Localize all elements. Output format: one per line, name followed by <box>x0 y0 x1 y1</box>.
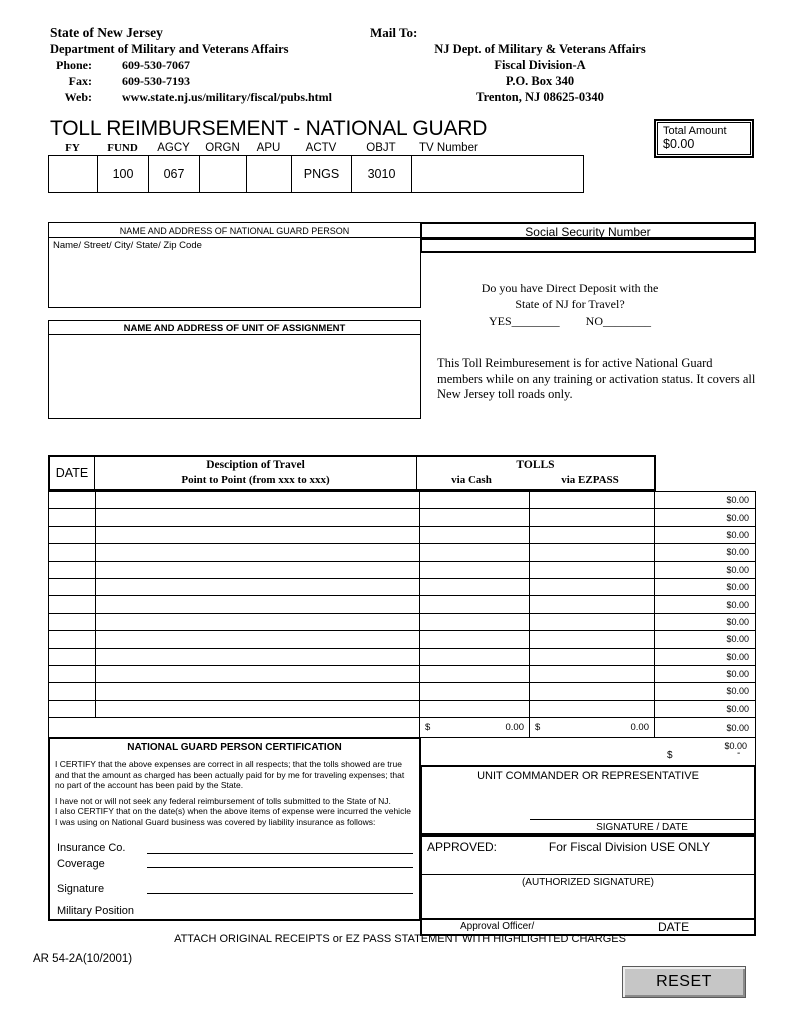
travel-row-description-cell[interactable] <box>96 683 420 700</box>
travel-rows <box>48 491 756 718</box>
travel-row-description-cell[interactable] <box>96 614 420 631</box>
travel-table-header <box>48 455 656 491</box>
unit-address-box[interactable] <box>48 334 421 419</box>
account-cell-orgn[interactable] <box>200 155 247 193</box>
certification-box <box>48 737 421 921</box>
agency-web-row <box>50 90 390 106</box>
total-amount-box <box>654 119 754 158</box>
travel-row <box>49 649 756 666</box>
travel-row <box>49 683 756 700</box>
travel-row-amount: $0.00 <box>655 683 756 700</box>
travel-row-description-cell[interactable] <box>96 649 420 666</box>
travel-row-ezpass-cell[interactable] <box>530 666 655 683</box>
total-amount-value: $0.00 <box>663 137 695 151</box>
account-cell-apu[interactable] <box>247 155 292 193</box>
travel-row-cash-cell[interactable] <box>420 596 530 613</box>
form-number: AR 54-2A(10/2001) <box>33 953 133 965</box>
travel-row-cash-cell[interactable] <box>420 666 530 683</box>
travel-row-description-cell[interactable] <box>96 492 420 509</box>
travel-row <box>49 666 756 683</box>
account-col-label-fy: FY <box>65 142 80 154</box>
military-position-label: Military Position <box>57 905 135 917</box>
account-cell-actv: PNGS <box>292 155 352 193</box>
grand-total-strip <box>420 738 756 765</box>
travel-row-ezpass-cell[interactable] <box>530 631 655 648</box>
travel-row-amount: $0.00 <box>655 649 756 666</box>
travel-row-date-cell[interactable] <box>49 562 96 579</box>
travel-row <box>49 492 756 509</box>
travel-row-cash-cell[interactable] <box>420 614 530 631</box>
travel-row-description-cell[interactable] <box>96 509 420 526</box>
travel-row-amount: $0.00 <box>655 544 756 561</box>
page-title: TOLL REIMBURSEMENT - NATIONAL GUARD <box>50 117 488 140</box>
travel-row-amount: $0.00 <box>655 596 756 613</box>
agency-phone-row <box>50 58 390 74</box>
account-col-label-actv: ACTV <box>305 142 337 154</box>
total-amount-label: Total Amount <box>663 125 727 137</box>
web-value: www.state.nj.us/military/fiscal/pubs.html <box>122 90 333 104</box>
travel-row-amount: $0.00 <box>655 579 756 596</box>
certification-para1: I CERTIFY that the above expenses are correct in all respects; that the tolls showed are true and that the amount as charged has been actually paid for by me for traveling expenses; that no part of the account has been paid by the State. <box>55 759 405 790</box>
notice-text: This Toll Reimburesement is for active National Guard members while on any training or activation status. It covers all New Jersey toll roads only. <box>437 356 756 401</box>
attach-receipts-note: ATTACH ORIGINAL RECEIPTS or EZ PASS STATEMENT WITH HIGHLIGHTED CHARGES <box>174 933 626 945</box>
unit-section-header: NAME AND ADDRESS OF UNIT OF ASSIGNMENT <box>48 320 421 335</box>
grand-total-amount: $0.00 <box>724 741 747 751</box>
travel-row <box>49 596 756 613</box>
subtotal-row <box>48 718 756 738</box>
direct-deposit-question <box>450 281 690 329</box>
via-cash-header: via Cash <box>451 474 492 486</box>
approval-officer-label: Approval Officer/ <box>460 921 535 932</box>
authorized-signature-label: (AUTHORIZED SIGNATURE) <box>521 877 655 888</box>
direct-deposit-no-blank[interactable]: NO________ <box>585 314 651 328</box>
travel-row-amount: $0.00 <box>655 562 756 579</box>
travel-row-cash-cell[interactable] <box>420 579 530 596</box>
subtotal-cash-cell <box>420 718 530 737</box>
travel-row-ezpass-cell[interactable] <box>530 509 655 526</box>
description-column-header <box>95 457 417 489</box>
mail-to-label: Mail To: <box>370 25 418 40</box>
agency-department: Department of Military and Veterans Affairs <box>50 42 289 56</box>
travel-row-ezpass-cell[interactable] <box>530 701 655 718</box>
subtotal-spacer-cell <box>49 718 420 737</box>
travel-row-date-cell[interactable] <box>49 701 96 718</box>
agency-state: State of New Jersey <box>50 25 163 40</box>
subtotal-ezpass-value: 0.00 <box>630 722 649 733</box>
account-col-label-tv-number: TV Number <box>419 142 478 154</box>
account-cell-row <box>48 155 584 193</box>
approval-date-label: DATE <box>658 920 690 934</box>
coverage-input-line[interactable] <box>147 853 413 868</box>
travel-row-cash-cell[interactable] <box>420 492 530 509</box>
travel-row-amount: $0.00 <box>655 492 756 509</box>
fax-value: 609-530-7193 <box>122 74 190 88</box>
account-cell-fy[interactable] <box>49 155 98 193</box>
travel-row-date-cell[interactable] <box>49 666 96 683</box>
account-col-label-orgn: ORGN <box>205 142 240 154</box>
subtotal-ezpass-cell <box>530 718 655 737</box>
travel-row-description-cell[interactable] <box>96 544 420 561</box>
travel-row <box>49 701 756 718</box>
travel-row-amount: $0.00 <box>655 614 756 631</box>
mail-to-address <box>400 42 680 106</box>
travel-row-date-cell[interactable] <box>49 527 96 544</box>
travel-row-description-cell[interactable] <box>96 666 420 683</box>
travel-row-cash-cell[interactable] <box>420 649 530 666</box>
travel-row-date-cell[interactable] <box>49 509 96 526</box>
subtotal-cash-value: 0.00 <box>505 722 524 733</box>
commander-signature-label: SIGNATURE / DATE <box>596 822 688 833</box>
travel-row <box>49 579 756 596</box>
account-cell-fund: 100 <box>98 155 149 193</box>
account-cell-tv-number[interactable] <box>412 155 584 193</box>
approval-box <box>420 835 756 920</box>
direct-deposit-line1: Do you have Direct Deposit with the <box>481 281 659 295</box>
travel-row-amount: $0.00 <box>655 509 756 526</box>
account-cell-agcy: 067 <box>149 155 200 193</box>
mail-to-line2: Fiscal Division-A <box>494 58 586 72</box>
coverage-label: Coverage <box>57 858 105 870</box>
travel-row-cash-cell[interactable] <box>420 527 530 544</box>
travel-row-date-cell[interactable] <box>49 614 96 631</box>
insurance-label: Insurance Co. <box>57 842 126 854</box>
commander-signature-line[interactable] <box>530 805 754 820</box>
signature-label: Signature <box>57 883 105 895</box>
commander-header: UNIT COMMANDER OR REPRESENTATIVE <box>477 770 699 782</box>
travel-row-ezpass-cell[interactable] <box>530 527 655 544</box>
travel-row-cash-cell[interactable] <box>420 544 530 561</box>
direct-deposit-yes-blank[interactable]: YES________ <box>488 314 560 328</box>
travel-row-amount: $0.00 <box>655 631 756 648</box>
travel-row <box>49 509 756 526</box>
grand-total-dash: - <box>737 748 741 759</box>
person-address-box[interactable]: Name/ Street/ City/ State/ Zip Code <box>48 237 421 308</box>
travel-row-date-cell[interactable] <box>49 492 96 509</box>
travel-row <box>49 562 756 579</box>
commander-box <box>420 765 756 835</box>
approved-label: APPROVED: <box>427 840 498 854</box>
ssn-section-header: Social Security Number <box>420 222 756 239</box>
ssn-input[interactable] <box>420 238 756 253</box>
account-col-label-agcy: AGCY <box>157 142 190 154</box>
subtotal-cash-symbol: $ <box>425 722 431 733</box>
travel-row-amount: $0.00 <box>655 666 756 683</box>
travel-row-date-cell[interactable] <box>49 631 96 648</box>
travel-row-amount: $0.00 <box>655 527 756 544</box>
travel-row <box>49 631 756 648</box>
tolls-header-label: TOLLS <box>516 459 555 471</box>
phone-value: 609-530-7067 <box>122 58 190 72</box>
mail-to-line3: P.O. Box 340 <box>505 74 575 88</box>
certification-para2: I have not or will not seek any federal reimbursement of tolls submitted to the State of NJ. <box>55 796 391 806</box>
travel-row-ezpass-cell[interactable] <box>530 544 655 561</box>
account-label-row <box>48 141 583 154</box>
travel-row-date-cell[interactable] <box>49 544 96 561</box>
travel-row-ezpass-cell[interactable] <box>530 614 655 631</box>
mail-to-line1: NJ Dept. of Military & Veterans Affairs <box>434 42 646 56</box>
travel-row-cash-cell[interactable] <box>420 683 530 700</box>
travel-row-description-cell[interactable] <box>96 527 420 544</box>
travel-row-date-cell[interactable] <box>49 579 96 596</box>
fax-label: Fax: <box>68 74 92 88</box>
date-column-header: DATE <box>50 457 95 489</box>
tolls-column-header <box>417 457 654 489</box>
travel-row <box>49 544 756 561</box>
travel-row-date-cell[interactable] <box>49 683 96 700</box>
phone-label: Phone: <box>56 58 92 72</box>
travel-row-cash-cell[interactable] <box>420 562 530 579</box>
approval-divider <box>422 874 754 875</box>
description-header-line1: Desciption of Travel <box>206 459 305 471</box>
web-label: Web: <box>64 90 92 104</box>
travel-row <box>49 527 756 544</box>
travel-row-ezpass-cell[interactable] <box>530 683 655 700</box>
travel-row-cash-cell[interactable] <box>420 631 530 648</box>
agency-header <box>50 25 390 106</box>
travel-row-ezpass-cell[interactable] <box>530 649 655 666</box>
fiscal-division-label: For Fiscal Division USE ONLY <box>548 840 711 854</box>
travel-row-ezpass-cell[interactable] <box>530 562 655 579</box>
certification-header: NATIONAL GUARD PERSON CERTIFICATION <box>127 742 342 753</box>
travel-row-ezpass-cell[interactable] <box>530 596 655 613</box>
travel-row-date-cell[interactable] <box>49 649 96 666</box>
account-col-label-apu: APU <box>256 142 281 154</box>
account-col-label-fund: FUND <box>107 142 138 154</box>
travel-row-cash-cell[interactable] <box>420 509 530 526</box>
travel-row-cash-cell[interactable] <box>420 701 530 718</box>
travel-row-date-cell[interactable] <box>49 596 96 613</box>
mail-to-line4: Trenton, NJ 08625-0340 <box>476 90 604 104</box>
certification-para3: I also CERTIFY that on the date(s) when the above items of expense were incurred the vehicle I was using on National Guard business was covered by liability insurance as follows: <box>55 806 411 827</box>
signature-input-line[interactable] <box>147 879 413 894</box>
reset-button[interactable]: RESET <box>622 966 746 998</box>
travel-row-description-cell[interactable] <box>96 631 420 648</box>
subtotal-amount-cell: $0.00 <box>655 718 756 737</box>
account-cell-objt: 3010 <box>352 155 412 193</box>
travel-row-ezpass-cell[interactable] <box>530 579 655 596</box>
travel-row-ezpass-cell[interactable] <box>530 492 655 509</box>
via-ezpass-header: via EZPASS <box>561 474 619 486</box>
agency-fax-row <box>50 74 390 90</box>
travel-row-amount: $0.00 <box>655 701 756 718</box>
travel-row-description-cell[interactable] <box>96 701 420 718</box>
grand-total-symbol: $ <box>667 750 673 761</box>
direct-deposit-line2: State of NJ for Travel? <box>515 297 625 311</box>
travel-row <box>49 614 756 631</box>
insurance-input-line[interactable] <box>147 839 413 854</box>
travel-row-description-cell[interactable] <box>96 596 420 613</box>
travel-row-description-cell[interactable] <box>96 579 420 596</box>
travel-row-description-cell[interactable] <box>96 562 420 579</box>
account-col-label-objt: OBJT <box>366 142 396 154</box>
description-header-line2: Point to Point (from xxx to xxx) <box>181 474 330 486</box>
subtotal-ezpass-symbol: $ <box>535 722 541 733</box>
person-section-header: NAME AND ADDRESS OF NATIONAL GUARD PERSON <box>48 222 421 238</box>
